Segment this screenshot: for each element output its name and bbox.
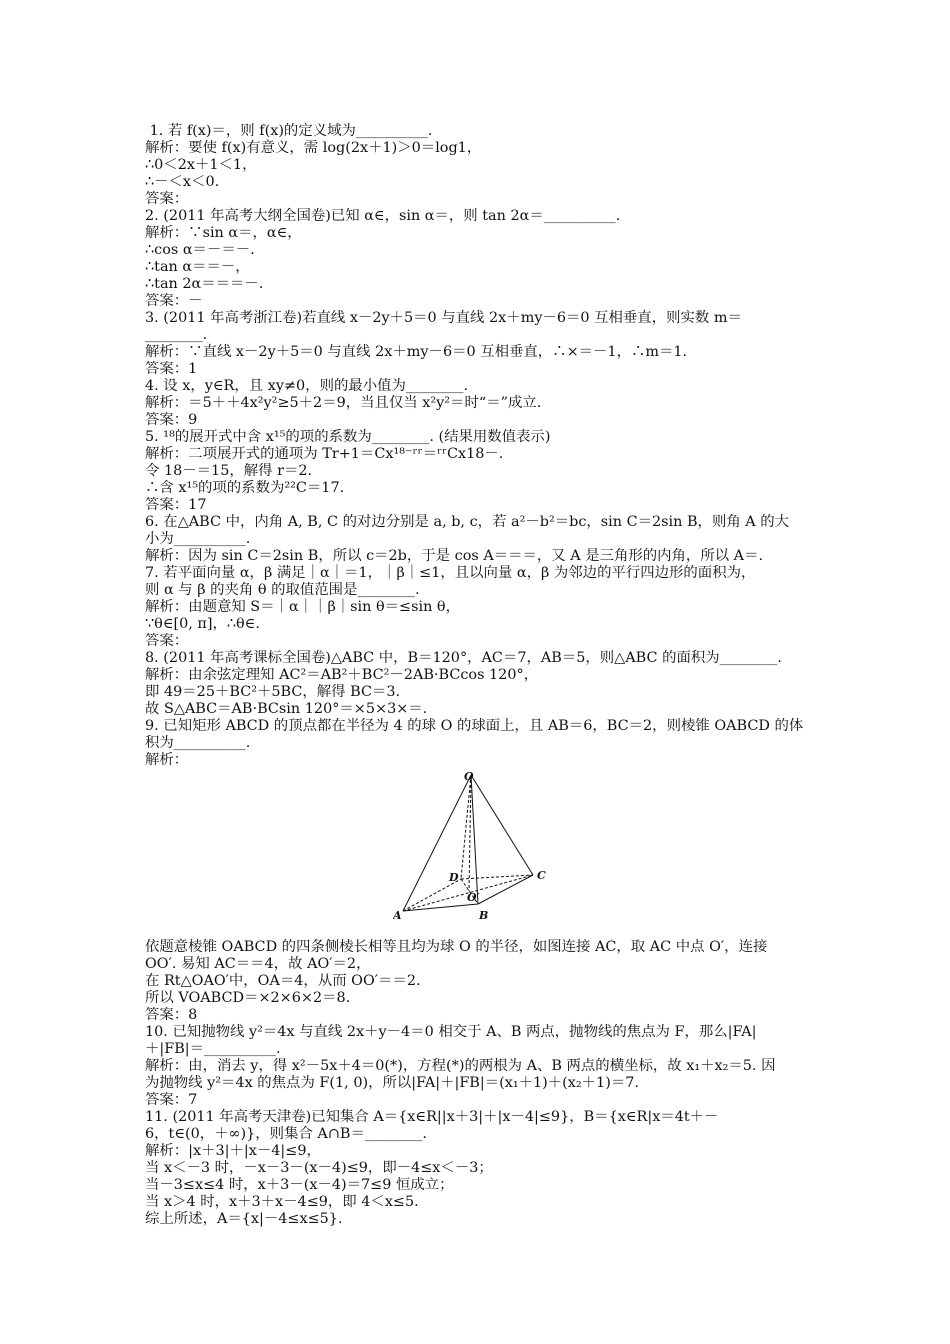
text-line: 当－3≤x≤4 时，x＋3－(x－4)＝7≤9 恒成立； <box>145 1177 454 1193</box>
document-page <box>145 123 825 1228</box>
text-line: 解析：由题意知 S＝｜α｜｜β｜sin θ＝≤sin θ， <box>145 599 460 615</box>
label-C: C <box>537 869 546 882</box>
text-line: 解析：∵sin α＝，α∈， <box>145 225 302 241</box>
text-line: ∴cos α＝－＝－. <box>145 242 255 258</box>
edge-OB <box>471 775 478 904</box>
text-line: 当 x＞4 时，x＋3＋x－4≤9，即 4＜x≤5. <box>145 1194 419 1210</box>
text-block-after-figure <box>145 939 825 1228</box>
text-line: ∴tan 2α＝＝＝－. <box>145 276 264 292</box>
text-line: 答案： <box>145 191 189 207</box>
label-O: O <box>464 771 474 783</box>
text-line: 解析：|x＋3|＋|x－4|≤9， <box>145 1143 321 1159</box>
text-line: 11. (2011 年高考天津卷)已知集合 A＝{x∈R||x＋3|＋|x－4|≤9}，B＝{x∈R|x＝4t＋－ <box>145 1109 719 1125</box>
text-line: ∴含 x¹⁵的项的系数为²²C＝17. <box>145 480 345 496</box>
text-line: 答案：－ <box>145 293 203 309</box>
text-line: 2. (2011 年高考大纲全国卷)已知 α∈，sin α＝，则 tan 2α＝__________. <box>145 208 621 224</box>
label-B: B <box>479 909 489 922</box>
text-line: 6，t∈(0，＋∞)}，则集合 A∩B＝________. <box>145 1126 427 1142</box>
text-line: 解析：∵直线 x－2y＋5＝0 与直线 2x＋my－6＝0 互相垂直，∴×＝－1，∴m＝1. <box>145 344 688 360</box>
edge-OD <box>461 775 471 879</box>
label-A: A <box>393 909 402 922</box>
text-line: 解析：因为 sin C＝2sin B，所以 c＝2b，于是 cos A＝＝＝，又 A 是三角形的内角，所以 A＝. <box>145 548 764 564</box>
text-line: 10. 已知抛物线 y²＝4x 与直线 2x＋y－4＝0 相交于 A、B 两点，抛物线的焦点为 F，那么|FA| <box>145 1024 757 1040</box>
text-block-before-figure <box>145 123 825 769</box>
text-line: 答案：8 <box>145 1007 198 1023</box>
text-line: 令 18－＝15，解得 r＝2. <box>145 463 313 479</box>
text-line: 答案：9 <box>145 412 198 428</box>
label-O-prime: O′ <box>467 891 480 904</box>
text-line: ∴－＜x＜0. <box>145 174 220 190</box>
text-line: 即 49＝25＋BC²＋5BC，解得 BC＝3. <box>145 684 401 700</box>
text-line: 答案： <box>145 633 189 649</box>
text-line: ∴tan α＝＝－， <box>145 259 250 275</box>
text-line: 答案：7 <box>145 1092 198 1108</box>
text-line: 综上所述，A＝{x|－4≤x≤5}. <box>145 1211 343 1227</box>
text-line: ∵θ∈[0, π]，∴θ∈. <box>145 616 260 632</box>
text-line: 解析： <box>145 752 189 768</box>
edge-OC <box>471 775 533 875</box>
label-D: D <box>449 871 459 884</box>
text-line: 3. (2011 年高考浙江卷)若直线 x－2y＋5＝0 与直线 2x＋my－6＝0 互相垂直，则实数 m＝ <box>145 310 742 326</box>
text-line: 为抛物线 y²＝4x 的焦点为 F(1, 0)，所以|FA|＋|FB|＝(x₁＋1)＋(x₂＋1)＝7. <box>145 1075 639 1091</box>
text-line: 解析：要使 f(x)有意义，需 log(2x＋1)＞0＝log1， <box>145 140 482 156</box>
text-line: 8. (2011 年高考课标全国卷)△ABC 中，B＝120°，AC＝7，AB＝5，则△ABC 的面积为________. <box>145 650 782 666</box>
text-line: 小为__________. <box>145 531 251 547</box>
text-line: ________. <box>145 327 208 343</box>
text-line: OO′. 易知 AC＝＝4，故 AO′＝2， <box>145 956 371 972</box>
text-line: 解析：由余弦定理知 AC²＝AB²＋BC²－2AB·BCcos 120°， <box>145 667 539 683</box>
text-line: 当 x＜－3 时，－x－3－(x－4)≤9，即－4≤x＜－3； <box>145 1160 493 1176</box>
text-line: ＋|FB|＝__________. <box>145 1041 281 1057</box>
pyramid-diagram <box>393 771 553 939</box>
text-line: 1. 若 f(x)＝，则 f(x)的定义域为__________. <box>145 123 433 139</box>
text-line: 所以 VOABCD＝×2×6×2＝8. <box>145 990 351 1006</box>
text-line: 依题意棱锥 OABCD 的四条侧棱长相等且均为球 O 的半径，如图连接 AC，取 AC 中点 O′，连接 <box>145 939 768 955</box>
text-line: 答案：17 <box>145 497 207 513</box>
text-line: 答案：1 <box>145 361 198 377</box>
text-line: 7. 若平面向量 α，β 满足｜α｜＝1，｜β｜≤1，且以向量 α，β 为邻边的平行四边形的面积为， <box>145 565 756 581</box>
edge-BC <box>478 875 533 904</box>
pyramid-figure <box>393 771 553 939</box>
text-line: 解析：＝5＋＋4x²y²≥5＋2＝9，当且仅当 x²y²＝时“＝”成立. <box>145 395 542 411</box>
text-line: 解析：由，消去 y，得 x²－5x＋4＝0(*)，方程(*)的两根为 A、B 两点的横坐标，故 x₁＋x₂＝5. 因 <box>145 1058 776 1074</box>
edge-DC <box>461 875 533 879</box>
text-line: 积为__________. <box>145 735 251 751</box>
text-line: 故 S△ABC＝AB·BCsin 120°＝×5×3×＝. <box>145 701 428 717</box>
text-line: 解析：二项展开式的通项为 Tr+1＝Cx¹⁸⁻ʳʳ＝ʳʳCx18－. <box>145 446 504 462</box>
text-line: 4. 设 x，y∈R，且 xy≠0，则的最小值为________. <box>145 378 469 394</box>
text-line: 6. 在△ABC 中，内角 A, B, C 的对边分别是 a, b, c，若 a²－b²＝bc，sin C＝2sin B，则角 A 的大 <box>145 514 790 530</box>
text-line: 则 α 与 β 的夹角 θ 的取值范围是________. <box>145 582 420 598</box>
edge-OA <box>403 775 471 911</box>
text-line: 9. 已知矩形 ABCD 的顶点都在半径为 4 的球 O 的球面上，且 AB＝6，BC＝2，则棱锥 OABCD 的体 <box>145 718 804 734</box>
text-line: ∴0＜2x＋1＜1， <box>145 157 257 173</box>
text-line: 在 Rt△OAO′中，OA＝4，从而 OO′＝＝2. <box>145 973 421 989</box>
text-line: 5. ¹⁸的展开式中含 x¹⁵的项的系数为________. (结果用数值表示) <box>145 429 551 445</box>
